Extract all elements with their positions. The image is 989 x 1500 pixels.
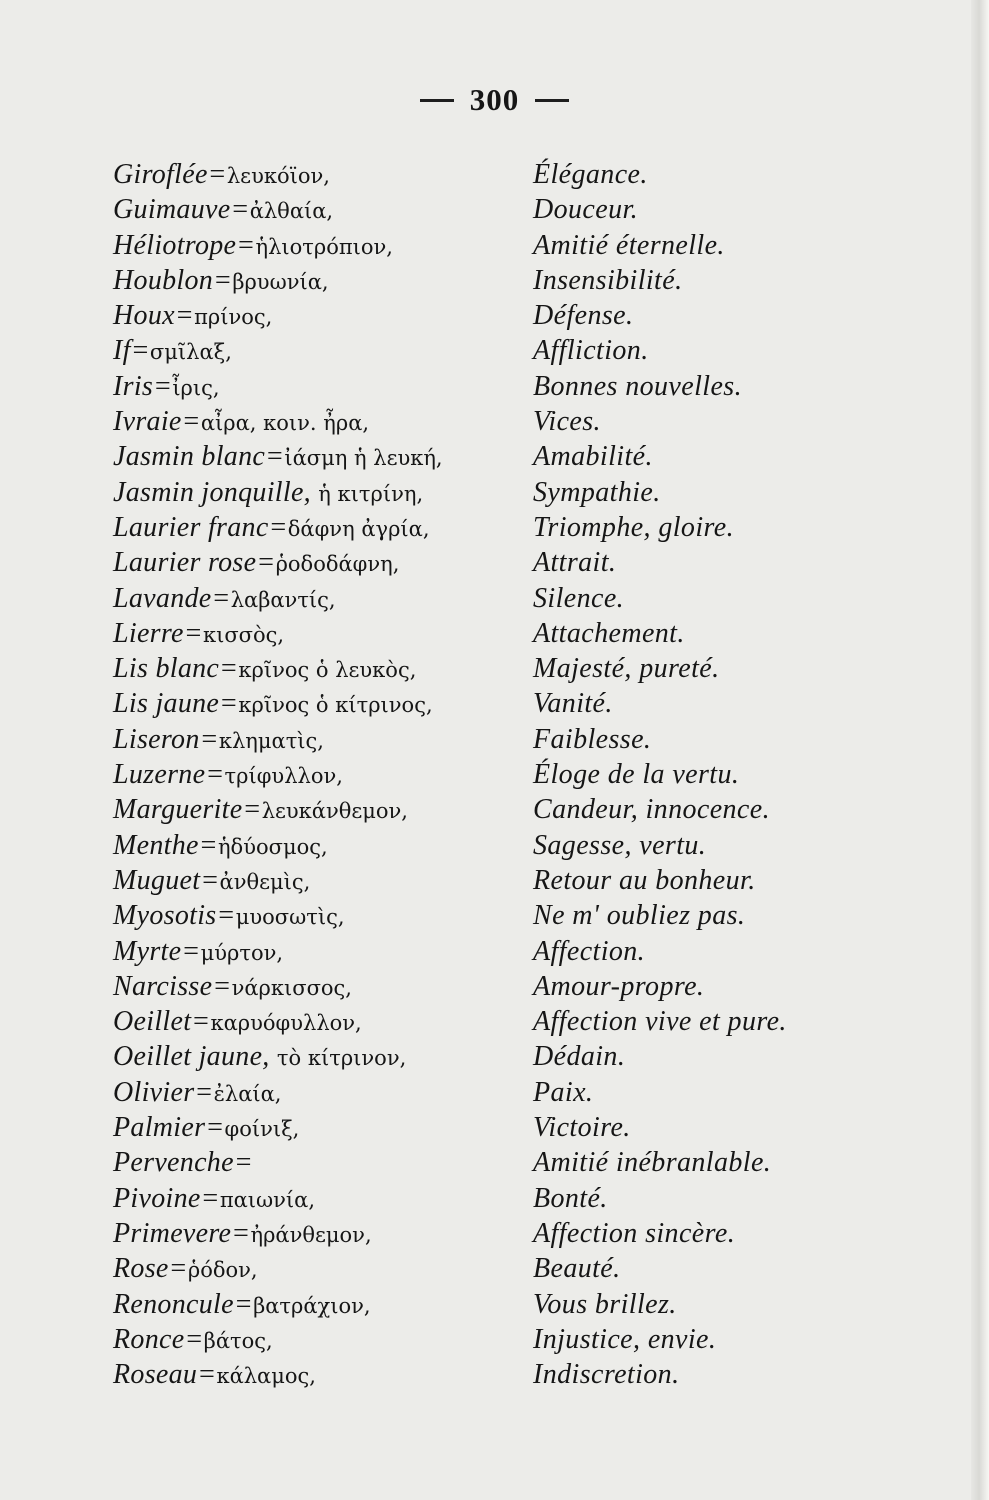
header-dash-left: [420, 99, 454, 102]
equals-separator: =: [181, 935, 201, 967]
entry-term: [113, 616, 284, 653]
equals-separator: =: [216, 900, 236, 932]
french-name: Primevere: [113, 1217, 232, 1249]
greek-name: μύρτον,: [200, 940, 284, 965]
entry-row: [113, 1251, 873, 1286]
flower-meaning: Beauté.: [533, 1253, 621, 1285]
equals-separator: =: [205, 1112, 225, 1144]
french-name: Myosotis: [113, 900, 217, 932]
entry-row: [113, 369, 873, 404]
entry-term: [113, 1251, 258, 1288]
french-name: Jasmin blanc: [113, 441, 266, 473]
entry-term: [113, 1110, 299, 1147]
greek-name: βατράχιον,: [253, 1293, 371, 1318]
french-name: Lis blanc: [113, 653, 220, 685]
equals-separator: =: [219, 688, 239, 720]
equals-separator: =: [207, 159, 227, 190]
entry-row: [113, 581, 873, 616]
flower-meaning: Sympathie.: [533, 476, 661, 508]
flower-meaning: Candeur, innocence.: [533, 794, 770, 826]
entry-term: [113, 510, 430, 547]
flower-meaning: Victoire.: [533, 1112, 631, 1144]
equals-separator: =: [191, 1006, 211, 1038]
flower-meaning: Affection sincère.: [533, 1217, 736, 1249]
entry-term: [113, 863, 310, 900]
flower-meaning: Affection vive et pure.: [533, 1006, 787, 1038]
french-name: Laurier franc: [113, 511, 269, 543]
french-name: Liseron: [113, 723, 200, 755]
equals-separator: =: [230, 194, 250, 226]
flower-meaning: Bonté.: [533, 1182, 608, 1214]
french-name: Houblon: [113, 264, 214, 296]
greek-name: τρίφυλλον,: [224, 764, 343, 789]
greek-name: καρυόφυλλον,: [210, 1011, 362, 1036]
greek-name: νάρκισσος,: [231, 975, 352, 1000]
equals-separator: =: [231, 1217, 251, 1249]
entry-term: [113, 969, 352, 1006]
french-name: Pivoine: [113, 1182, 201, 1214]
flower-meaning: Douceur.: [533, 194, 639, 226]
equals-separator: =: [174, 300, 195, 332]
equals-separator: =: [194, 1076, 214, 1108]
flower-meaning: Amour-propre.: [533, 970, 705, 1002]
french-name: Iris: [113, 370, 154, 402]
entry-row: [113, 298, 873, 333]
greek-name: ῥόδον,: [187, 1258, 258, 1283]
flower-meaning: Retour au bonheur.: [533, 864, 756, 896]
greek-name: ἡ κιτρίνη,: [318, 481, 424, 506]
flower-meaning: Vanité.: [533, 688, 613, 720]
entry-term: [113, 369, 220, 406]
flower-meaning: Élégance.: [533, 159, 648, 190]
equals-separator: =: [130, 335, 150, 367]
french-name: Muguet: [113, 864, 201, 896]
equals-separator: =: [168, 1253, 188, 1285]
french-name: Roseau: [113, 1359, 198, 1391]
equals-separator: =: [233, 1288, 254, 1320]
greek-name: κισσὸς,: [202, 622, 285, 647]
entry-row: [113, 686, 873, 721]
entry-row: [113, 898, 873, 933]
equals-separator: =: [197, 1359, 217, 1391]
entry-term: [113, 581, 336, 618]
equals-separator: [270, 1041, 277, 1072]
french-name: Ivraie: [113, 406, 182, 438]
french-name: Myrte: [113, 935, 182, 967]
entry-row: [113, 1004, 873, 1039]
entry-term: [113, 545, 399, 582]
greek-name: πρίνος,: [194, 305, 273, 330]
entry-term: [113, 404, 369, 441]
equals-separator: =: [242, 794, 262, 826]
entry-term: [113, 475, 423, 512]
entry-term: [113, 1004, 362, 1041]
entry-row: [113, 510, 873, 545]
flower-meaning: Affliction.: [533, 335, 649, 367]
flower-meaning: Attachement.: [533, 617, 685, 649]
entry-row: [113, 1287, 873, 1322]
equals-separator: =: [236, 229, 256, 261]
equals-separator: =: [211, 582, 231, 614]
entry-row: [113, 192, 873, 227]
equals-separator: =: [153, 370, 173, 402]
entry-term: [113, 1181, 315, 1218]
french-name: Oeillet: [113, 1006, 192, 1038]
greek-name: λαβαντίς,: [230, 587, 336, 612]
french-name: Menthe: [113, 829, 199, 861]
french-name: Héliotrope: [113, 229, 237, 261]
flower-meaning: Vices.: [533, 406, 601, 438]
entry-row: [113, 828, 873, 863]
french-name: Giroflée: [113, 159, 208, 190]
greek-name: ῥοδοδάφνη,: [275, 552, 400, 577]
entry-row: [113, 1181, 873, 1216]
page-header: [0, 82, 989, 118]
greek-name: τὸ κίτρινον,: [276, 1046, 407, 1071]
entry-term: [113, 1039, 406, 1076]
entry-term: [113, 192, 333, 229]
entry-term: [113, 298, 272, 335]
entry-term: [113, 934, 283, 971]
entry-row: [113, 1039, 873, 1074]
flower-meaning: Amabilité.: [533, 441, 653, 473]
entry-term: [113, 722, 324, 759]
flower-vocabulary-list: [113, 157, 873, 1392]
equals-separator: =: [265, 441, 285, 473]
flower-meaning: Défense.: [533, 300, 634, 332]
entry-row: [113, 1075, 873, 1110]
equals-separator: =: [183, 617, 203, 649]
entry-term: [113, 1322, 273, 1359]
greek-name: κάλαμος,: [216, 1364, 316, 1389]
entry-term: [113, 333, 232, 370]
greek-name: ἀνθεμὶς,: [219, 869, 311, 894]
entry-term: [113, 439, 443, 476]
french-name: Oeillet jaune,: [113, 1041, 270, 1073]
greek-name: λευκάνθεμον,: [261, 799, 408, 824]
entry-row: [113, 863, 873, 898]
entry-row: [113, 475, 873, 510]
greek-name: φοίνιξ,: [224, 1117, 300, 1142]
entry-term: [113, 757, 343, 794]
flower-meaning: Triomphe, gloire.: [533, 511, 734, 543]
flower-meaning: Sagesse, vertu.: [533, 829, 707, 861]
greek-name: ἰάσμη ἡ λευκή,: [284, 446, 443, 471]
page-number: 300: [469, 82, 520, 117]
entry-term: [113, 228, 393, 265]
equals-separator: =: [184, 1323, 204, 1355]
flower-meaning: Injustice, envie.: [533, 1323, 717, 1355]
french-name: Narcisse: [113, 970, 213, 1002]
entry-term: [113, 792, 408, 829]
greek-name: μυοσωτὶς,: [235, 905, 345, 930]
flower-meaning: Bonnes nouvelles.: [533, 370, 742, 402]
french-name: Lis jaune: [113, 688, 220, 720]
flower-meaning: Amitié inébranlable.: [533, 1147, 772, 1179]
greek-name: ἀλθαία,: [249, 199, 334, 224]
flower-meaning: Éloge de la vertu.: [533, 759, 740, 791]
entry-row: [113, 228, 873, 263]
greek-name: λευκόϊον,: [226, 164, 330, 188]
french-name: Jasmin jonquille,: [113, 476, 311, 508]
flower-meaning: Amitié éternelle.: [533, 229, 725, 261]
flower-meaning: Affection.: [533, 935, 646, 967]
equals-separator: =: [200, 1182, 220, 1214]
flower-meaning: Paix.: [533, 1076, 594, 1108]
entry-row: [113, 969, 873, 1004]
entry-row: [113, 545, 873, 580]
entry-row: [113, 263, 873, 298]
flower-meaning: Attrait.: [533, 547, 617, 579]
entry-row: [113, 792, 873, 827]
french-name: Renoncule: [113, 1288, 234, 1320]
greek-name: ἠράνθεμον,: [250, 1222, 372, 1247]
header-dash-right: [535, 99, 569, 102]
entry-row: [113, 1322, 873, 1357]
entry-term: [113, 1145, 253, 1182]
entry-term: [113, 263, 329, 300]
greek-name: ἶρις,: [172, 375, 220, 400]
page-gutter-edge: [971, 0, 989, 1500]
greek-name: ἡδύοσμος,: [217, 834, 328, 859]
entry-row: [113, 722, 873, 757]
french-name: Pervenche: [113, 1147, 234, 1179]
french-name: Rose: [113, 1253, 169, 1285]
entry-row: [113, 616, 873, 651]
equals-separator: =: [268, 511, 288, 543]
greek-name: κληματὶς,: [218, 728, 324, 753]
french-name: Lavande: [113, 582, 212, 614]
french-name: Lierre: [113, 617, 184, 649]
entry-row: [113, 934, 873, 969]
equals-separator: =: [199, 723, 219, 755]
entry-term: [113, 1075, 281, 1112]
french-name: Laurier rose: [113, 547, 257, 579]
french-name: If: [113, 335, 131, 367]
equals-separator: =: [212, 970, 232, 1002]
entry-row: [113, 439, 873, 474]
french-name: Luzerne: [113, 759, 206, 791]
greek-name: αἶρα, κοιν. ἦρα,: [200, 411, 370, 436]
french-name: Houx: [113, 300, 175, 332]
flower-meaning: Ne m' oubliez pas.: [533, 900, 746, 932]
equals-separator: =: [205, 759, 225, 791]
entry-row: [113, 1357, 873, 1392]
equals-separator: =: [181, 406, 201, 438]
entry-row: [113, 651, 873, 686]
greek-name: ἡλιοτρόπιον,: [255, 234, 393, 259]
flower-meaning: Faiblesse.: [533, 723, 652, 755]
equals-separator: =: [213, 264, 233, 296]
flower-meaning: Vous brillez.: [533, 1288, 677, 1320]
french-name: Guimauve: [113, 194, 231, 226]
equals-separator: =: [219, 653, 239, 685]
entry-term: [113, 898, 345, 935]
greek-name: σμῖλαξ,: [149, 340, 232, 365]
equals-separator: =: [256, 547, 276, 579]
entry-term: [113, 828, 328, 865]
entry-row: [113, 1145, 873, 1180]
equals-separator: =: [198, 829, 218, 861]
french-name: Marguerite: [113, 794, 243, 826]
entry-row: [113, 757, 873, 792]
entry-term: [113, 651, 416, 688]
flower-meaning: Silence.: [533, 582, 625, 614]
flower-meaning: Indiscretion.: [533, 1359, 680, 1391]
french-name: Olivier: [113, 1076, 195, 1108]
greek-name: κρῖνος ὁ κίτρινος,: [238, 693, 433, 718]
greek-name: δάφνη ἀγρία,: [287, 516, 430, 541]
entry-row: [113, 404, 873, 439]
flower-meaning: Insensibilité.: [533, 264, 683, 296]
flower-meaning: Majesté, pureté.: [533, 653, 720, 685]
flower-meaning: Dédain.: [533, 1041, 626, 1073]
french-name: Palmier: [113, 1112, 206, 1144]
greek-name: παιωνία,: [219, 1187, 316, 1212]
entry-row: [113, 1110, 873, 1145]
greek-name: βρυωνία,: [232, 269, 329, 294]
entry-row: [113, 1216, 873, 1251]
equals-separator: =: [233, 1147, 254, 1179]
entry-term: [113, 157, 330, 194]
entry-term: [113, 1287, 371, 1324]
greek-name: ἐλαία,: [213, 1081, 282, 1106]
entry-term: [113, 686, 433, 723]
entry-row: [113, 333, 873, 368]
greek-name: κρῖνος ὁ λευκὸς,: [238, 658, 417, 683]
french-name: Ronce: [113, 1323, 185, 1355]
entry-term: [113, 1216, 372, 1253]
entry-term: [113, 1357, 316, 1394]
equals-separator: =: [200, 864, 220, 896]
entry-row: [113, 157, 873, 192]
greek-name: βάτος,: [203, 1328, 273, 1353]
